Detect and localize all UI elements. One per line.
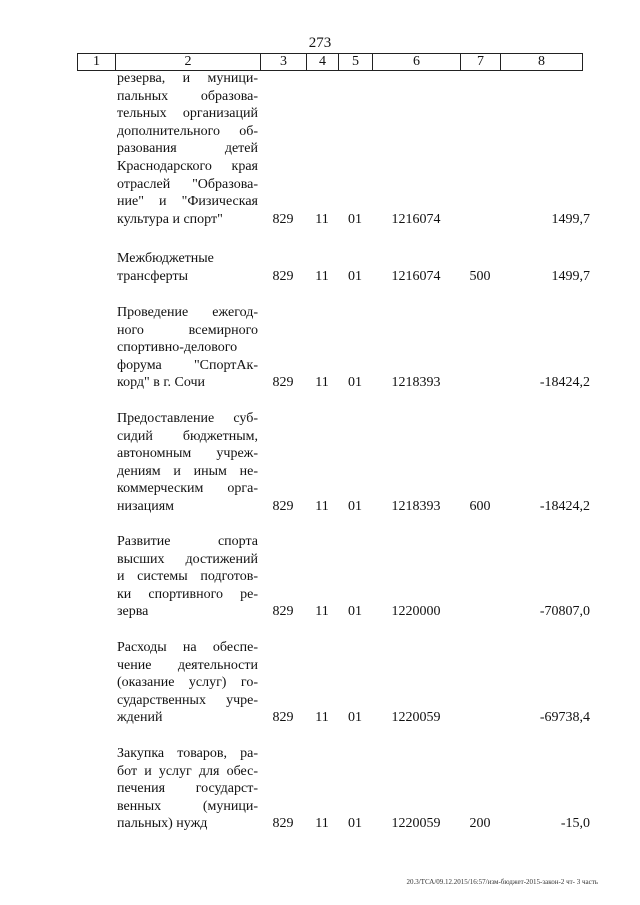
target-article-code: 1216074 — [391, 211, 441, 227]
admin-code: 829 — [272, 499, 294, 514]
expense-type-code: 600 — [469, 499, 491, 514]
description-line: Закупка товаров, ра- — [117, 746, 258, 761]
header-col-3: 3 — [261, 54, 307, 70]
description-line: резерва, и муници- — [117, 71, 258, 86]
admin-code: 829 — [272, 604, 294, 620]
description-line: автономным учреж- — [117, 446, 258, 462]
description-line: сидий бюджетным, — [117, 428, 258, 444]
description-line: отраслей "Образова- — [117, 176, 258, 192]
description-line: пальных) нужд — [117, 816, 208, 832]
admin-code: 829 — [272, 816, 294, 832]
admin-code: 829 — [272, 710, 294, 726]
description-line: Предоставление суб- — [117, 411, 258, 426]
description-line: коммерческим орга- — [117, 481, 258, 497]
row-description — [117, 745, 258, 833]
amount: -15,0 — [560, 816, 590, 832]
header-col-8: 8 — [538, 54, 545, 69]
admin-code: 829 — [272, 268, 294, 284]
target-article-code: 1220059 — [391, 816, 441, 832]
subsection-code: 01 — [348, 604, 362, 620]
row-description — [117, 639, 258, 727]
amount: 1499,7 — [551, 268, 590, 284]
header-col-2: 2 — [116, 54, 261, 70]
description-line: венных (муници- — [117, 798, 258, 814]
subsection-code: 01 — [348, 710, 362, 726]
target-article-code: 1218393 — [391, 375, 441, 391]
section-code: 11 — [315, 604, 329, 620]
description-line: и системы подготов- — [117, 569, 258, 585]
description-line: спортивно-делового — [117, 340, 238, 356]
description-line: Расходы на обеспе- — [117, 640, 258, 655]
description-line: печения государст- — [117, 781, 258, 797]
section-code: 11 — [315, 268, 329, 284]
page-number: 273 — [308, 35, 332, 51]
description-line: ки спортивного ре- — [117, 586, 258, 602]
amount: -18424,2 — [539, 375, 590, 391]
description-line: бот и услуг для обес- — [117, 763, 258, 779]
description-line: форума "СпортАк- — [117, 357, 258, 373]
description-line: Развитие спорта — [117, 534, 258, 549]
subsection-code: 01 — [348, 816, 362, 832]
subsection-code: 01 — [348, 499, 362, 514]
description-line: ного всемирного — [117, 322, 258, 338]
description-line: дениям и иным не- — [117, 463, 258, 479]
description-line: дополнительного об- — [117, 123, 258, 139]
description-line: Проведение ежегод- — [117, 305, 258, 320]
description-line: Краснодарского края — [117, 158, 258, 174]
footer-document-id: 20.3/ТСА/09.12.2015/16:57/изм-бюджет-2015-закон-2 чт- 3 часть — [406, 878, 598, 886]
amount: 1499,7 — [551, 211, 590, 227]
section-code: 11 — [315, 375, 329, 391]
table-header — [77, 53, 583, 71]
description-line: (оказание услуг) го- — [117, 675, 258, 691]
description-line: чение деятельности — [117, 657, 258, 673]
header-col-4: 4 — [307, 54, 339, 70]
target-article-code: 1220059 — [391, 710, 441, 726]
description-line: высших достижений — [117, 551, 258, 567]
description-line: ждений — [117, 710, 163, 726]
header-col-6: 6 — [373, 54, 461, 70]
row-description — [117, 410, 258, 516]
header-col-1: 1 — [78, 54, 116, 70]
expense-type-code: 200 — [469, 816, 491, 832]
description-line: ние" и "Физическая — [117, 194, 258, 210]
description-line: разования детей — [117, 141, 258, 157]
subsection-code: 01 — [348, 375, 362, 391]
section-code: 11 — [315, 710, 329, 726]
description-line: корд" в г. Сочи — [117, 375, 206, 391]
amount: -69738,4 — [539, 710, 590, 726]
section-code: 11 — [315, 211, 329, 227]
target-article-code: 1216074 — [391, 268, 441, 284]
row-description — [117, 250, 258, 285]
row-description — [117, 533, 258, 621]
target-article-code: 1218393 — [391, 499, 441, 514]
description-line: зерва — [117, 604, 149, 620]
section-code: 11 — [315, 816, 329, 832]
description-line: Межбюджетные — [117, 251, 214, 266]
row-description — [117, 304, 258, 392]
amount: -18424,2 — [539, 499, 590, 514]
section-code: 11 — [315, 499, 329, 514]
admin-code: 829 — [272, 375, 294, 391]
admin-code: 829 — [272, 211, 294, 227]
description-line: трансферты — [117, 268, 189, 284]
description-line: культура и спорт" — [117, 211, 223, 227]
header-col-7: 7 — [461, 54, 501, 70]
subsection-code: 01 — [348, 268, 362, 284]
subsection-code: 01 — [348, 211, 362, 227]
description-line: пальных образова- — [117, 88, 258, 104]
amount: -70807,0 — [539, 604, 590, 620]
description-line: сударственных учре- — [117, 692, 258, 708]
description-line: тельных организаций — [117, 106, 258, 122]
expense-type-code: 500 — [469, 268, 491, 284]
row-description — [117, 70, 258, 228]
target-article-code: 1220000 — [391, 604, 441, 620]
description-line: низациям — [117, 498, 175, 514]
header-col-5: 5 — [339, 54, 373, 70]
